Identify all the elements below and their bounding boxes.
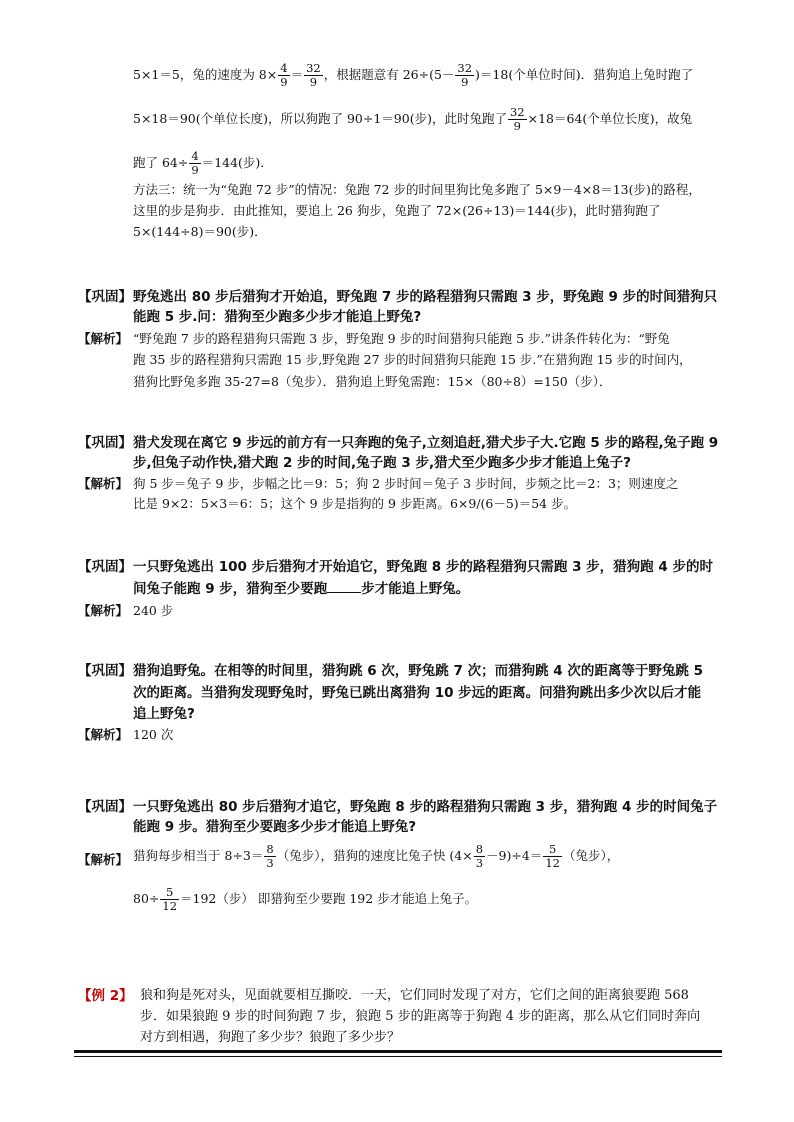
fraction: $\frac{32}{9}$: [306, 61, 321, 89]
fraction: $\frac{5}{12}$: [545, 842, 560, 870]
analysis-tag: 【解析】: [78, 727, 129, 742]
answer-line: 猎狗比野兔多跑 35-27=8（兔步）．猎狗追上野兔需跑：15×（80÷8）=150（步）．: [133, 374, 612, 389]
footer-rule-thin: [74, 1056, 722, 1057]
fraction: $\frac{32}{9}$: [457, 61, 473, 89]
answer-line: “野兔跑 7 步的路程猎狗只需跑 3 步，野兔跑 9 步的时间猎狗只能跑 5 步.”讲条件转化为：“野兔: [133, 331, 670, 346]
fraction: $\frac{8}{3}$: [475, 842, 484, 870]
question-line: 步,但兔子动作快,猎犬跑 2 步的时间,兔子跑 3 步,猎犬至少跑多少步才能追上兔子?: [133, 455, 631, 471]
answer-blank: [327, 578, 361, 593]
analysis-tag: 【解析】: [78, 331, 129, 346]
question-line: 间兔子能跑 9 步，猎狗至少要跑 步才能追上野兔。: [133, 578, 469, 599]
solution-line: 5×1＝5，兔的速度为 8× $\frac{4}{9}$ ＝ $\frac{32}{9}$ ，根据题意有 26÷(5－ $\frac{32}{9}$ )＝18(个单位时间)．猎狗追上兔时跑了: [133, 61, 694, 89]
consolidate-tag: 【巩固】: [78, 799, 132, 815]
question-line: 野兔逃出 80 步后猎狗才开始追，野兔跑 7 步的路程猎狗只需跑 3 步，野兔跑 9 步的时间猎狗只: [133, 289, 718, 305]
solution-line: 跑了 64÷ $\frac{4}{9}$ ＝144(步)．: [133, 149, 273, 177]
fraction: $\frac{4}{9}$: [191, 149, 199, 177]
answer-line: 猎狗每步相当于 8÷3＝ $\frac{8}{3}$ （兔步），猎狗的速度比兔子快 (4× $\frac{8}{3}$ －9)÷4＝ $\frac{5}{12}$ （兔步），: [133, 842, 620, 870]
consolidate-tag: 【巩固】: [78, 289, 132, 305]
question-line: 猎犬发现在离它 9 步远的前方有一只奔跑的兔子,立刻追赶,猎犬步子大.它跑 5 步的路程,兔子跑 9: [133, 435, 719, 451]
question-line: 能跑 5 步.问：猎狗至少跑多少步才能追上野兔?: [133, 309, 422, 325]
analysis-tag: 【解析】: [78, 476, 129, 491]
answer-line: 80÷ $\frac{5}{12}$ ＝192（步） 即猎狗至少要跑 192 步才能追上兔子。: [133, 885, 478, 913]
question-line: 一只野兔逃出 100 步后猎狗才开始追它，野兔跑 8 步的路程猎狗只需跑 3 步，猎狗跑 4 步的时: [133, 559, 713, 575]
example-tag: 【例 2】: [78, 988, 133, 1004]
fraction: $\frac{5}{12}$: [162, 885, 178, 913]
fraction: $\frac{4}{9}$: [280, 61, 288, 89]
consolidate-tag: 【巩固】: [78, 559, 132, 575]
answer-line: 跑 35 步的路程猎狗只需跑 15 步,野兔跑 27 步的时间猎狗只能跑 15 步.”在猎狗跑 15 步的时间内，: [133, 352, 692, 367]
answer-line: 比是 9×2：5×3＝6：5；这个 9 步是指狗的 9 步距离。6×9/(6－5)＝54 步。: [133, 496, 577, 511]
question-line: 步．如果狼跑 9 步的时间狗跑 7 步，狼跑 5 步的距离等于狗跑 4 步的距离，那么从它们同时奔向: [140, 1009, 701, 1024]
answer-line: 240 步: [133, 603, 174, 618]
analysis-tag: 【解析】: [78, 603, 129, 618]
text: 5×1＝5，兔的速度为 8×: [133, 67, 278, 82]
question-line: 次的距离。当猎狗发现野兔时，野兔已跳出离猎狗 10 步远的距离。问猎狗跳出多少次以后才能: [133, 685, 702, 701]
consolidate-tag: 【巩固】: [78, 663, 132, 679]
question-line: 能跑 9 步。猎狗至少要跑多少步才能追上野兔?: [133, 819, 417, 835]
question-line: 对方到相遇，狗跑了多少步？狼跑了多少步？: [140, 1030, 401, 1045]
fraction: $\frac{32}{9}$: [509, 105, 525, 133]
question-line: 狼和狗是死对头，见面就要相互撕咬．一天，它们同时发现了对方，它们之间的距离狼要跑 568: [140, 988, 689, 1003]
question-line: 猎狗追野兔。在相等的时间里，猎狗跳 6 次，野兔跳 7 次；而猎狗跳 4 次的距离等于野兔跳 5: [133, 663, 703, 679]
answer-line: 120 次: [133, 727, 174, 742]
method-three-line: 这里的步是狗步．由此推知，要追上 26 狗步，兔跑了 72×(26÷13)＝144(步)，此时猎狗跑了: [133, 203, 661, 218]
method-three-line: 方法三：统一为“兔跑 72 步”的情况：兔跑 72 步的时间里狗比兔多跑了 5×9－4×8＝13(步)的路程，: [133, 182, 701, 197]
question-line: 一只野兔逃出 80 步后猎狗才追它，野兔跑 8 步的路程猎狗只需跑 3 步，猎狗跑 4 步的时间兔子: [133, 799, 718, 815]
method-three-line: 5×(144÷8)＝90(步)．: [133, 224, 267, 239]
solution-line: 5×18＝90(个单位长度)，所以狗跑了 90÷1＝90(步)，此时兔跑了 $\frac{32}{9}$ ×18＝64(个单位长度)，故兔: [133, 105, 693, 133]
fraction: $\frac{8}{3}$: [266, 842, 274, 870]
consolidate-tag: 【巩固】: [78, 435, 132, 451]
footer-rule: [74, 1050, 722, 1053]
question-line: 追上野兔?: [133, 706, 195, 722]
answer-line: 狗 5 步＝兔子 9 步，步幅之比＝9：5；狗 2 步时间＝兔子 3 步时间，步频之比＝2：3；则速度之: [133, 476, 679, 491]
analysis-tag: 【解析】: [78, 852, 129, 867]
